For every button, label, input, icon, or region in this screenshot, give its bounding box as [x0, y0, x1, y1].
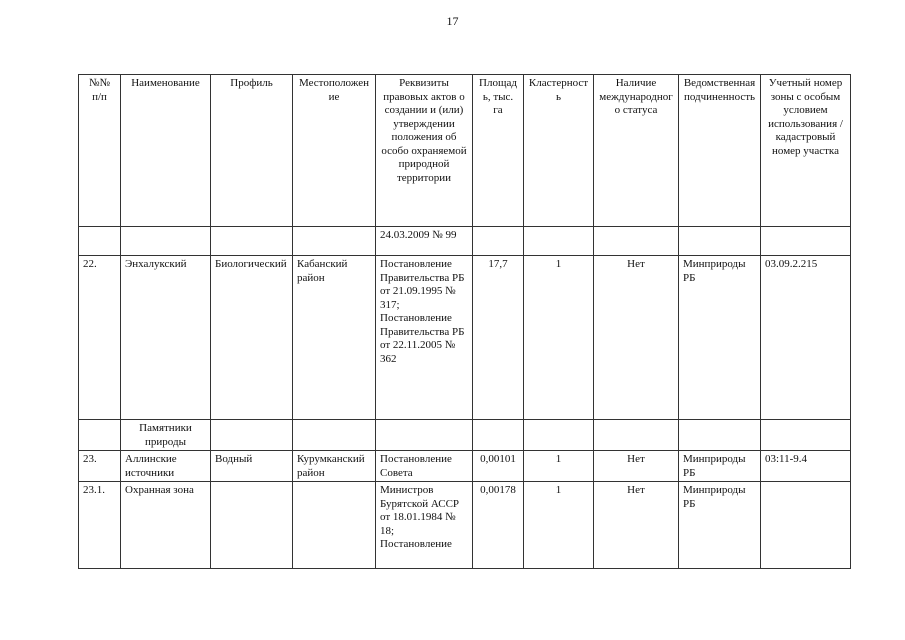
section-header-row	[79, 420, 851, 451]
row-number: 23.	[79, 451, 121, 482]
row-name: Аллинские источники	[121, 451, 211, 482]
row-requisites: Постановление Правительства РБ от 21.09.1995 № 317; Постановление Правительства РБ от 22.11.2005 № 362	[376, 256, 473, 420]
row-department: Минприроды РБ	[679, 482, 761, 569]
col-header-area: Площадь, тыс. га	[473, 75, 524, 227]
row-reg-number	[761, 482, 851, 569]
row-profile	[211, 482, 293, 569]
col-header-reg-number: Учетный номер зоны с особым условием использования / кадастровый номер участка	[761, 75, 851, 227]
row-number: 23.1.	[79, 482, 121, 569]
row-requisites: Министров Бурятской АССР от 18.01.1984 № 18; Постановление	[376, 482, 473, 569]
row-cluster: 1	[524, 256, 594, 420]
row-department: Минприроды РБ	[679, 451, 761, 482]
row-location: Кабанский район	[293, 256, 376, 420]
row-number: 22.	[79, 256, 121, 420]
row-intl-status: Нет	[594, 256, 679, 420]
col-header-name: Наименование	[121, 75, 211, 227]
row-location	[293, 482, 376, 569]
header-row	[79, 75, 851, 227]
row-area: 0,00178	[473, 482, 524, 569]
col-header-requisites: Реквизиты правовых актов о создании и (или) утверждении положения об особо охраняемой природной территории	[376, 75, 473, 227]
row-requisites: Постановление Совета	[376, 451, 473, 482]
row-location: Курумканский район	[293, 451, 376, 482]
row-area: 0,00101	[473, 451, 524, 482]
row-department: Минприроды РБ	[679, 256, 761, 420]
col-header-number: №№ п/п	[79, 75, 121, 227]
col-header-department: Ведомственная подчиненность	[679, 75, 761, 227]
row-area: 17,7	[473, 256, 524, 420]
table-row	[79, 256, 851, 420]
page-number: 17	[446, 14, 459, 28]
row-name: Энхалукский	[121, 256, 211, 420]
col-header-location: Местоположение	[293, 75, 376, 227]
continuation-requisites: 24.03.2009 № 99	[376, 227, 473, 256]
col-header-intl-status: Наличие международного статуса	[594, 75, 679, 227]
row-intl-status: Нет	[594, 451, 679, 482]
continuation-row	[79, 227, 851, 256]
row-profile: Водный	[211, 451, 293, 482]
row-cluster: 1	[524, 482, 594, 569]
row-reg-number: 03.09.2.215	[761, 256, 851, 420]
table-row	[79, 451, 851, 482]
row-profile: Биологический	[211, 256, 293, 420]
row-cluster: 1	[524, 451, 594, 482]
row-name: Охранная зона	[121, 482, 211, 569]
col-header-profile: Профиль	[211, 75, 293, 227]
section-title: Памятники природы	[121, 420, 211, 451]
row-reg-number: 03:11-9.4	[761, 451, 851, 482]
row-intl-status: Нет	[594, 482, 679, 569]
table-row	[79, 482, 851, 569]
protected-areas-table	[78, 74, 851, 569]
col-header-cluster: Кластерность	[524, 75, 594, 227]
